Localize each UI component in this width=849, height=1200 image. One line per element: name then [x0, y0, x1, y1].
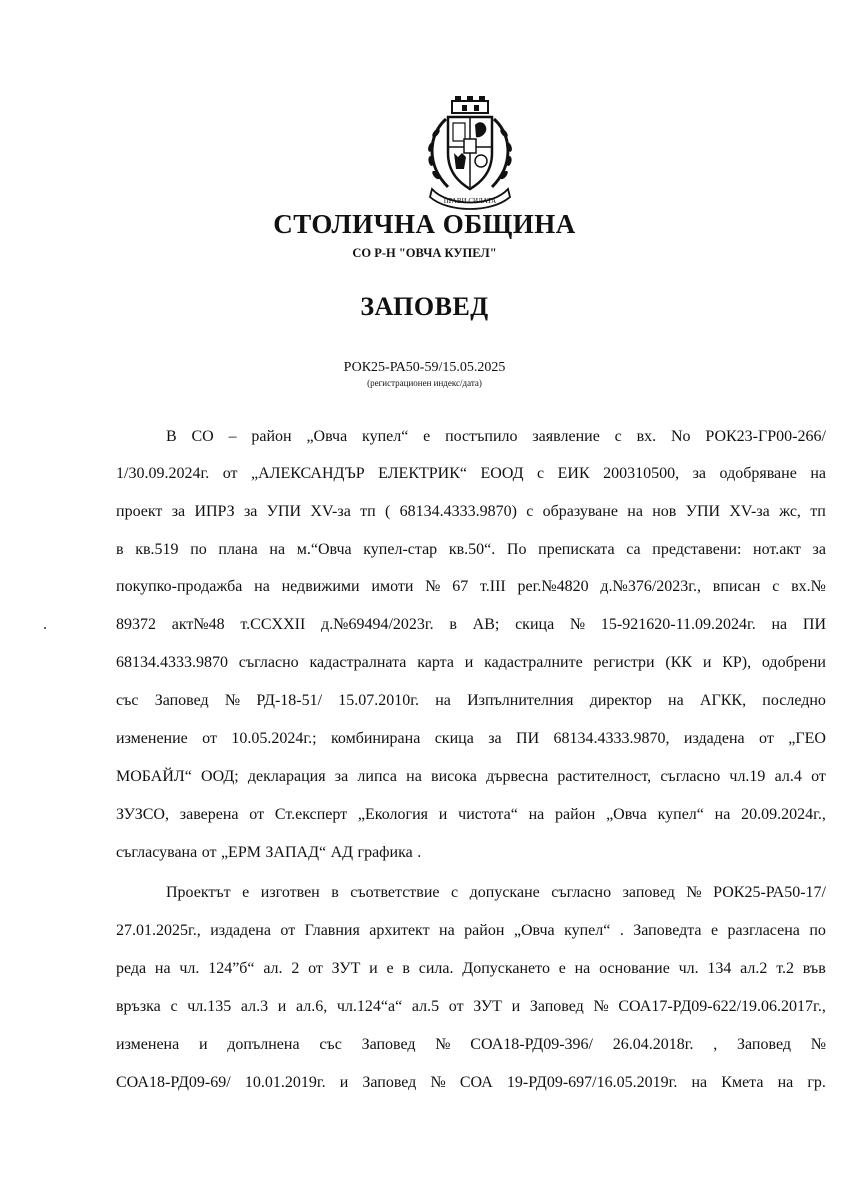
- body-line: със Заповед № РД-18-51/ 15.07.2010г. на Изпълнителния директор на АГКК, последно: [116, 692, 826, 709]
- body-line: изменение от 10.05.2024г.; комбинирана скица за ПИ 68134.4333.9870, издадена от „ГЕО: [116, 730, 826, 747]
- body-line: СОА18-РД09-69/ 10.01.2019г. и Заповед № СОА 19-РД09-697/16.05.2019г. на Кмета на гр.: [116, 1074, 826, 1091]
- body-line: изменена и допълнена със Заповед № СОА18-РД09-396/ 26.04.2018г. , Заповед №: [116, 1036, 826, 1053]
- body-line: МОБАЙЛ“ ООД; декларация за липса на висока дървесна растителност, съгласно чл.19 ал.4 от: [116, 768, 826, 785]
- body-line: 27.01.2025г., издадена от Главния архитект на район „Овча купел“ . Заповедта е разгласена по: [116, 922, 826, 939]
- body-line: покупко-продажба на недвижими имоти № 67 т.III рег.№4820 д.№376/2023г., вписан с вх.№: [116, 578, 826, 595]
- body-line: Проектът е изготвен в съответствие с допускане съгласно заповед № РОК25-РА50-17/: [166, 884, 826, 901]
- body-line: ЗУЗСО, заверена от Ст.експерт „Екология и чистота“ на район „Овча купел“ на 20.09.2024г.,: [116, 806, 826, 823]
- registration-number: РОК25-РА50-59/15.05.2025: [343, 360, 506, 375]
- scan-speck: [44, 627, 46, 629]
- crest-motto: ПРАВИ СИЛАТА: [443, 197, 497, 205]
- organization-name: СТОЛИЧНА ОБЩИНА: [273, 209, 576, 239]
- body-line: в кв.519 по плана на м.“Овча купел-стар кв.50“. По преписката са представени: нот.акт за: [116, 541, 826, 558]
- body-line: 1/30.09.2024г. от „АЛЕКСАНДЪР ЕЛЕКТРИК“ ЕООД с ЕИК 200310500, за одобряване на: [116, 465, 826, 482]
- registration-caption: (регистрационен индекс/дата): [367, 378, 482, 388]
- body-line: В СО – район „Овча купел“ е постъпило заявление с вх. No РОК23-ГР00-266/: [166, 428, 826, 445]
- page-title: ЗАПОВЕД: [360, 292, 489, 321]
- body-line: 89372 акт№48 т.CCXXII д.№69494/2023г. в АВ; скица № 15-921620-11.09.2024г. на ПИ: [116, 616, 826, 633]
- sofia-coat-of-arms-icon: [418, 95, 522, 211]
- body-line: реда на чл. 124”б“ ал. 2 от ЗУТ и е в сила. Допускането е на основание чл. 134 ал.2 т.2 във: [116, 960, 826, 977]
- body-line: връзка с чл.135 ал.3 и ал.6, чл.124“а“ ал.5 от ЗУТ и Заповед № СОА17-РД09-622/19.06.2017г.,: [116, 998, 826, 1015]
- district-name: СО Р-Н "ОВЧА КУПЕЛ": [352, 246, 497, 260]
- body-line: 68134.4333.9870 съгласно кадастралната карта и кадастралните регистри (КК и КР), одобрени: [116, 654, 826, 671]
- body-line: съгласувана от „ЕРМ ЗАПАД“ АД графика .: [116, 844, 422, 861]
- body-line: проект за ИПРЗ за УПИ XV-за тп ( 68134.4333.9870) с образуване на нов УПИ XV-за жс, тп: [116, 503, 826, 520]
